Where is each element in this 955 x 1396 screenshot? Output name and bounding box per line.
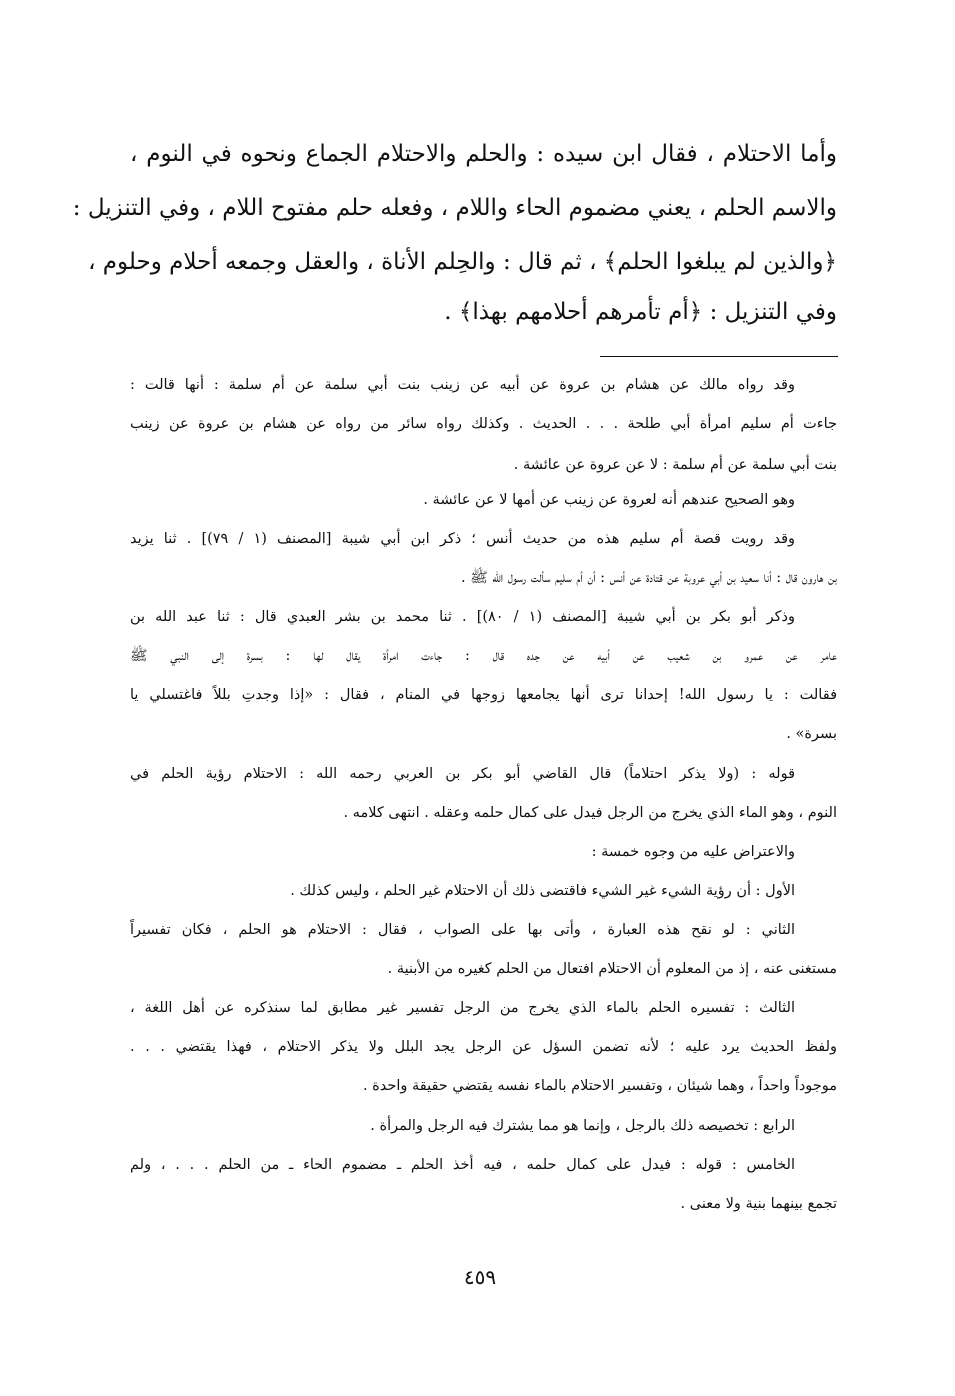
footnote-line: وذكر أبو بكر بن أبي شيبة [المصنف (١ / ٨٠)] . ثنا محمد بن بشر العبدي قال : ثنا عبد الله بن <box>130 609 795 625</box>
footnote-line: وهو الصحيح عندهم أنه لعروة عن زينب عن أمها لا عن عائشة . <box>423 492 795 508</box>
footnote-line: النوم ، وهو الماء الذي يخرج من الرجل فيدل على كمال حلمه وعقله . انتهى كلامه . <box>343 805 837 821</box>
footnote-line: بنت أبي سلمة عن أم سلمة : لا عن عروة عن عائشة . <box>513 457 837 473</box>
footnote-line: الثالث : تفسيره الحلم بالماء الذي يخرج من الرجل تفسير غير مطابق لما سنذكره عن أهل اللغة ، <box>130 1000 795 1016</box>
footnote-line: وقد رويت قصة أم سليم هذه من حديث أنس ؛ ذكر ابن أبي شيبة [المصنف (١ / ٧٩)] . ثنا يزيد <box>130 531 796 547</box>
footnote-line: مستغنى عنه ، إذ من المعلوم أن الاحتلام افتعال من الحلم كغيره من الأبنية . <box>387 961 837 977</box>
footnote-line: بن هارون قال : أنا سعيد بن أبي عروبة عن قتادة عن أنس : أن أم سليم سألت رسول الله ﷺ . <box>460 570 837 586</box>
footnote-line: قوله : (ولا يذكر احتلاماً) قال القاضي أبو بكر بن العربي رحمه الله : الاحتلام رؤية الحلم في <box>130 766 795 782</box>
page-number: ٤٥٩ <box>463 1265 497 1289</box>
footnote-line: الأول : أن رؤية الشيء غير الشيء فاقتضى ذلك أن الاحتلام غير الحلم ، وليس كذلك . <box>290 883 795 899</box>
footnote-line: موجوداً واحداً ، وهما شيئان ، وتفسير الاحتلام بالماء نفسه يقتضي حقيقة واحدة . <box>362 1078 837 1094</box>
footnote-line: بسرة» . <box>786 726 837 742</box>
footnote-line: فقالت : يا رسول الله! إحدانا ترى أنها يجامعها زوجها في المنام ، فقال : «إذا وجدتِ بللاً فاغتسلي يا <box>130 687 837 703</box>
main-text-line: وفي التنزيل : ﴿أم تأمرهم أحلامهم بهذا﴾ . <box>444 299 837 325</box>
footnote-line: ولفظ الحديث يرد عليه ؛ لأنه تضمن السؤل عن الرجل يجد البلل ولا يذكر الاحتلام ، فهذا يقتضي . . . <box>130 1039 837 1055</box>
footnote-line: الثاني : لو نقح هذه العبارة ، وأتى بها على الصواب ، فقال : الاحتلام هو الحلم ، فكان تفسيراً <box>130 922 795 938</box>
footnote-line: تجمع بينهما بنية ولا معنى . <box>680 1196 837 1212</box>
footnote-separator <box>600 356 838 357</box>
footnote-line: الخامس : قوله : فيدل على كمال حلمه ، فيه أخذ الحلم ـ مضموم الحاء ـ من الحلم . . . ، ولم <box>130 1157 795 1173</box>
main-text-line: والاسم الحلم ، يعني مضموم الحاء واللام ، وفعله حلم مفتوح اللام ، وفي التنزيل : <box>72 195 837 221</box>
footnote-line: والاعتراض عليه من وجوه خمسة : <box>591 844 795 860</box>
footnote-line: جاءت أم سليم امرأة أبي طلحة . . . الحديث . وكذلك رواه سائر من رواه عن هشام بن عروة عن زينب <box>130 416 837 432</box>
footnote-line: الرابع : تخصيصه ذلك بالرجل ، وإنما هو مما يشترك فيه الرجل والمرأة . <box>370 1118 795 1134</box>
main-text-line: وأما الاحتلام ، فقال ابن سيده : والحلم والاحتلام الجماع ونحوه في النوم ، <box>130 141 837 167</box>
footnote-line: عامر عن عمرو بن شعيب عن أبيه عن جده قال : جاءت امرأة يقال لها : بسرة إلى النبي ﷺ <box>130 648 837 664</box>
main-text-line: ﴿والذين لم يبلغوا الحلم﴾ ، ثم قال : والحِلم الأناة ، والعقل وجمعه أحلام وحلوم ، <box>88 249 837 275</box>
footnote-line: وقد رواه مالك عن هشام بن عروة عن أبيه عن زينب بنت أبي سلمة عن أم سلمة : أنها قالت : <box>130 377 795 393</box>
